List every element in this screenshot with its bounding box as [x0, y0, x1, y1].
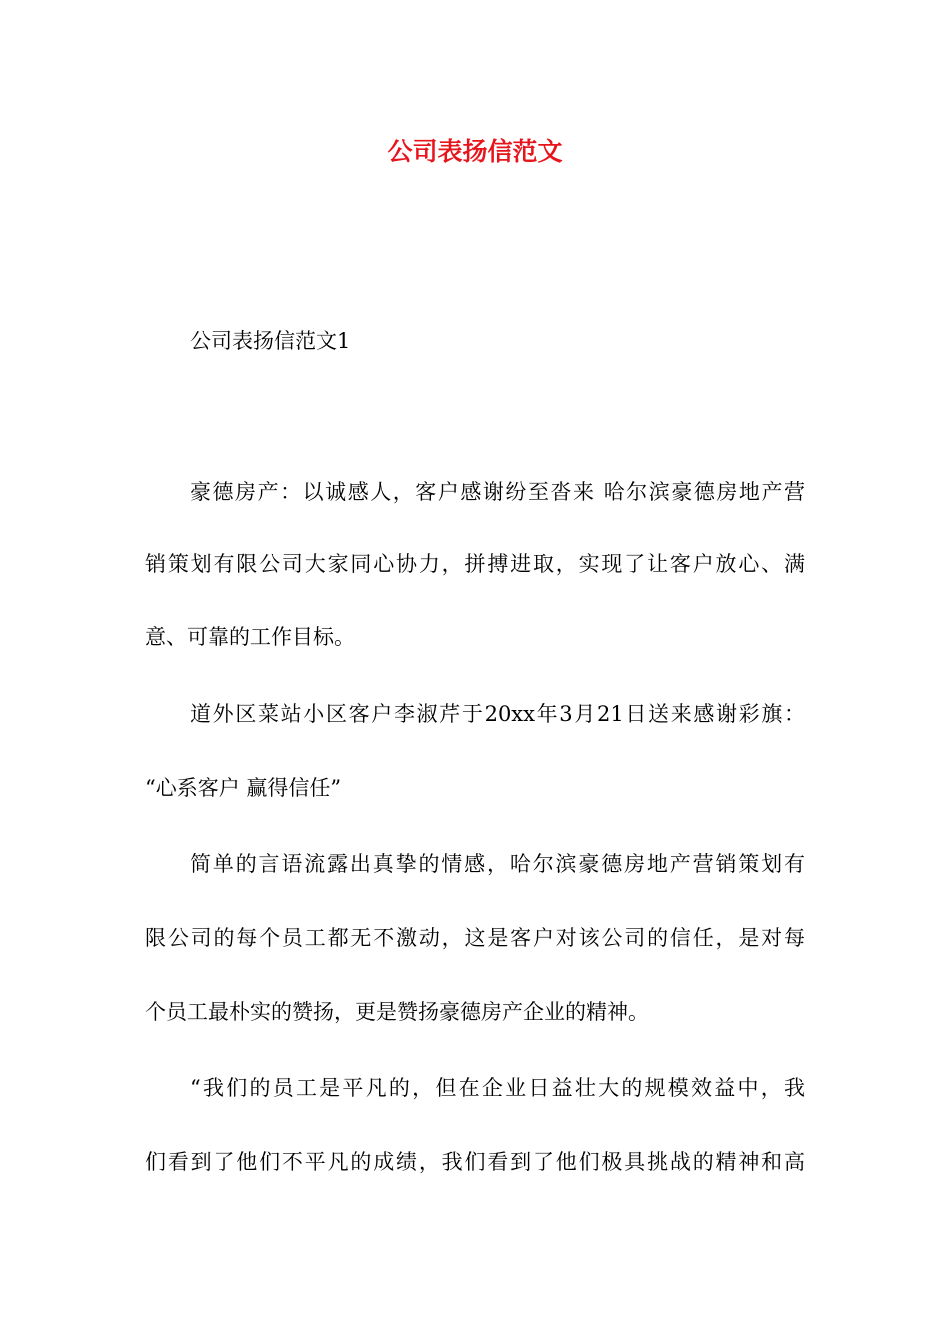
paragraph-line: 们看到了他们不平凡的成绩，我们看到了他们极具挑战的精神和高: [145, 1150, 805, 1174]
section-heading: 公司表扬信范文1: [190, 329, 351, 353]
paragraph-line: 销策划有限公司大家同心协力，拼搏进取，实现了让客户放心、满: [145, 552, 805, 576]
paragraph-line: 道外区菜站小区客户李淑芹于20xx年3月21日送来感谢彩旗：: [190, 702, 805, 726]
paragraph-line: 个员工最朴实的赞扬，更是赞扬豪德房产企业的精神。: [145, 1000, 649, 1024]
paragraph-line: “心系客户 赢得信任”: [145, 776, 342, 800]
paragraph-line: 简单的言语流露出真挚的情感，哈尔滨豪德房地产营销策划有: [190, 852, 805, 876]
paragraph-line: 意、可靠的工作目标。: [145, 625, 355, 649]
paragraph-line: 豪德房产：以诚感人，客户感谢纷至沓来 哈尔滨豪德房地产营: [190, 480, 805, 504]
paragraph-line: 限公司的每个员工都无不激动，这是客户对该公司的信任，是对每: [145, 926, 805, 950]
document-title: 公司表扬信范文: [387, 137, 563, 166]
paragraph-line: “我们的员工是平凡的，但在企业日益壮大的规模效益中，我: [190, 1076, 805, 1100]
